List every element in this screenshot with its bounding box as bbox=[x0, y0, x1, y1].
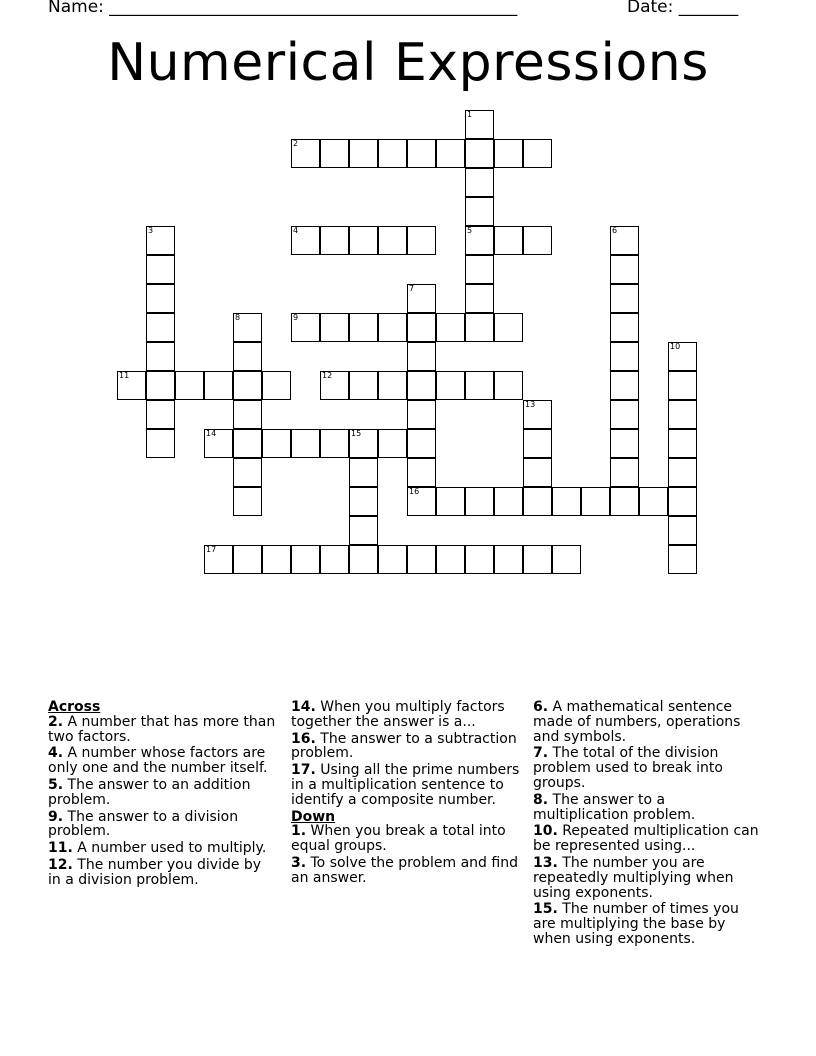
crossword-cell[interactable] bbox=[146, 255, 175, 284]
crossword-cell[interactable] bbox=[349, 139, 378, 168]
crossword-cell[interactable] bbox=[465, 226, 494, 255]
clue bbox=[533, 856, 763, 900]
clue-text: The answer to a multiplication problem. bbox=[533, 791, 696, 823]
crossword-cell[interactable] bbox=[233, 313, 262, 342]
clue-text: Repeated multiplication can be represented using... bbox=[533, 823, 759, 855]
crossword-cell[interactable] bbox=[465, 487, 494, 516]
page-title: Numerical Expressions bbox=[107, 33, 709, 93]
clue-text: The answer to an addition problem. bbox=[48, 776, 251, 808]
crossword-cell[interactable] bbox=[610, 255, 639, 284]
crossword-cell[interactable] bbox=[146, 429, 175, 458]
crossword-cell[interactable] bbox=[233, 429, 262, 458]
clue-number: 11 bbox=[119, 371, 130, 380]
crossword-cell[interactable] bbox=[320, 226, 349, 255]
clue-number-label: 12. bbox=[48, 856, 73, 873]
crossword-cell[interactable] bbox=[436, 313, 465, 342]
clue-text: The answer to a subtraction problem. bbox=[291, 730, 517, 762]
crossword-cell[interactable] bbox=[378, 371, 407, 400]
clue-number-label: 6. bbox=[533, 699, 549, 715]
clue-number: 8 bbox=[235, 313, 241, 322]
crossword-cell[interactable] bbox=[407, 545, 436, 574]
crossword-cell[interactable] bbox=[233, 400, 262, 429]
crossword-cell[interactable] bbox=[465, 313, 494, 342]
crossword-cell[interactable] bbox=[146, 226, 175, 255]
crossword-cell[interactable] bbox=[349, 458, 378, 487]
crossword-cell[interactable] bbox=[407, 139, 436, 168]
clue bbox=[533, 793, 763, 823]
crossword-cell[interactable] bbox=[552, 487, 581, 516]
crossword-cell[interactable] bbox=[436, 487, 465, 516]
crossword-cell[interactable] bbox=[291, 226, 320, 255]
crossword-cell[interactable] bbox=[291, 313, 320, 342]
clue-number: 14 bbox=[206, 429, 217, 438]
crossword-cell[interactable] bbox=[494, 313, 523, 342]
clue bbox=[533, 700, 763, 744]
clue bbox=[533, 746, 763, 790]
crossword-cell[interactable] bbox=[668, 487, 697, 516]
crossword-cell[interactable] bbox=[610, 313, 639, 342]
clue-number-label: 13. bbox=[533, 854, 558, 871]
clue bbox=[291, 700, 521, 730]
clue-text: When you multiply factors together the answer is a... bbox=[291, 699, 505, 730]
clue-text: The number you divide by in a division problem. bbox=[48, 856, 262, 888]
crossword-cell[interactable] bbox=[465, 371, 494, 400]
crossword-cell[interactable] bbox=[233, 371, 262, 400]
clue-text: The number you are repeatedly multiplying when using exponents. bbox=[533, 854, 734, 901]
clue bbox=[533, 902, 763, 946]
crossword-cell[interactable] bbox=[407, 371, 436, 400]
crossword-cell[interactable] bbox=[407, 313, 436, 342]
crossword-cell[interactable] bbox=[668, 371, 697, 400]
clues-column-2 bbox=[291, 700, 521, 888]
crossword-cell[interactable] bbox=[552, 545, 581, 574]
crossword-cell[interactable] bbox=[204, 371, 233, 400]
crossword-cell[interactable] bbox=[436, 139, 465, 168]
crossword-cell[interactable] bbox=[320, 429, 349, 458]
crossword-cell[interactable] bbox=[407, 429, 436, 458]
down-heading: Down bbox=[291, 808, 336, 825]
crossword-cell[interactable] bbox=[291, 545, 320, 574]
crossword-cell[interactable] bbox=[175, 371, 204, 400]
crossword-cell[interactable] bbox=[465, 255, 494, 284]
clue-number: 17 bbox=[206, 545, 217, 554]
clue-text: A mathematical sentence made of numbers, operations and symbols. bbox=[533, 699, 741, 745]
clue bbox=[291, 732, 521, 762]
crossword-cell[interactable] bbox=[233, 458, 262, 487]
crossword-cell[interactable] bbox=[639, 487, 668, 516]
clue-number: 4 bbox=[293, 226, 299, 235]
clue-number: 9 bbox=[293, 313, 299, 322]
crossword-cell[interactable] bbox=[146, 313, 175, 342]
crossword-cell[interactable] bbox=[349, 371, 378, 400]
clue-text: The answer to a division problem. bbox=[48, 808, 239, 840]
crossword-cell[interactable] bbox=[146, 371, 175, 400]
crossword-cell[interactable] bbox=[407, 487, 436, 516]
crossword-cell[interactable] bbox=[581, 487, 610, 516]
crossword-cell[interactable] bbox=[349, 487, 378, 516]
crossword-cell[interactable] bbox=[494, 226, 523, 255]
clue-number-label: 7. bbox=[533, 745, 549, 762]
clue bbox=[48, 746, 278, 776]
crossword-cell[interactable] bbox=[349, 313, 378, 342]
name-field[interactable]: Name: ________________________________________________ bbox=[48, 0, 518, 17]
clue-number: 5 bbox=[467, 226, 473, 235]
clue bbox=[48, 810, 278, 840]
clue bbox=[291, 763, 521, 807]
clue bbox=[48, 715, 278, 745]
clue-text: The number of times you are multiplying the base by when using exponents. bbox=[533, 901, 739, 947]
crossword-cell[interactable] bbox=[668, 516, 697, 545]
crossword-cell[interactable] bbox=[465, 545, 494, 574]
clue-number-label: 4. bbox=[48, 745, 64, 762]
crossword-cell[interactable] bbox=[204, 429, 233, 458]
crossword-cell[interactable] bbox=[494, 545, 523, 574]
clue-number-label: 3. bbox=[291, 854, 307, 871]
crossword-cell[interactable] bbox=[233, 545, 262, 574]
crossword-cell[interactable] bbox=[378, 429, 407, 458]
crossword-cell[interactable] bbox=[262, 371, 291, 400]
clue-number-label: 11. bbox=[48, 840, 73, 857]
clues-column-1 bbox=[48, 700, 278, 890]
clue-number-label: 2. bbox=[48, 713, 64, 730]
clue-text: When you break a total into equal groups. bbox=[291, 823, 506, 855]
crossword-cell[interactable] bbox=[523, 545, 552, 574]
crossword-cell[interactable] bbox=[378, 313, 407, 342]
clue-text: A number whose factors are only one and the number itself. bbox=[48, 745, 268, 777]
crossword-cell[interactable] bbox=[610, 458, 639, 487]
crossword-cell[interactable] bbox=[262, 545, 291, 574]
crossword-cell[interactable] bbox=[523, 487, 552, 516]
crossword-cell[interactable] bbox=[494, 139, 523, 168]
crossword-cell[interactable] bbox=[436, 545, 465, 574]
clue-number: 1 bbox=[467, 110, 473, 119]
clue-number-label: 5. bbox=[48, 776, 64, 793]
crossword-cell[interactable] bbox=[668, 342, 697, 371]
clue bbox=[533, 824, 763, 854]
crossword-cell[interactable] bbox=[320, 371, 349, 400]
crossword-cell[interactable] bbox=[233, 487, 262, 516]
crossword-cell[interactable] bbox=[378, 226, 407, 255]
crossword-cell[interactable] bbox=[523, 458, 552, 487]
crossword-cell[interactable] bbox=[291, 139, 320, 168]
crossword-cell[interactable] bbox=[291, 429, 320, 458]
crossword-cell[interactable] bbox=[407, 342, 436, 371]
clue-number: 12 bbox=[322, 371, 333, 380]
crossword-cell[interactable] bbox=[233, 342, 262, 371]
clue-text: To solve the problem and find an answer. bbox=[291, 854, 518, 886]
clue-number: 6 bbox=[612, 226, 618, 235]
crossword-cell[interactable] bbox=[494, 487, 523, 516]
clue-number: 2 bbox=[293, 139, 299, 148]
crossword-cell[interactable] bbox=[610, 487, 639, 516]
crossword-cell[interactable] bbox=[407, 458, 436, 487]
clue-number-label: 8. bbox=[533, 791, 549, 808]
clue-number-label: 14. bbox=[291, 699, 316, 715]
crossword-cell[interactable] bbox=[668, 545, 697, 574]
crossword-cell[interactable] bbox=[146, 400, 175, 429]
crossword-cell[interactable] bbox=[668, 400, 697, 429]
crossword-cell[interactable] bbox=[320, 313, 349, 342]
crossword-cell[interactable] bbox=[668, 429, 697, 458]
crossword-cell[interactable] bbox=[610, 342, 639, 371]
crossword-cell[interactable] bbox=[407, 226, 436, 255]
clue-number: 3 bbox=[148, 226, 154, 235]
crossword-cell[interactable] bbox=[523, 139, 552, 168]
crossword-cell[interactable] bbox=[320, 545, 349, 574]
crossword-cell[interactable] bbox=[262, 429, 291, 458]
crossword-cell[interactable] bbox=[610, 371, 639, 400]
crossword-cell[interactable] bbox=[378, 545, 407, 574]
crossword-cell[interactable] bbox=[610, 429, 639, 458]
clue-number: 13 bbox=[525, 400, 536, 409]
crossword-cell[interactable] bbox=[436, 371, 465, 400]
crossword-cell[interactable] bbox=[668, 458, 697, 487]
clue-number-label: 16. bbox=[291, 730, 316, 747]
crossword-cell[interactable] bbox=[523, 226, 552, 255]
date-field[interactable]: Date: _______ bbox=[627, 0, 739, 17]
crossword-cell[interactable] bbox=[465, 110, 494, 139]
crossword-cell[interactable] bbox=[523, 429, 552, 458]
crossword-cell[interactable] bbox=[320, 139, 349, 168]
clue-number: 10 bbox=[670, 342, 681, 351]
crossword-cell[interactable] bbox=[407, 400, 436, 429]
clue-text: The total of the division problem used to break into groups. bbox=[533, 745, 723, 791]
clue-number-label: 1. bbox=[291, 823, 307, 840]
crossword-cell[interactable] bbox=[146, 342, 175, 371]
crossword-cell[interactable] bbox=[610, 284, 639, 313]
crossword-cell[interactable] bbox=[117, 371, 146, 400]
clue-number: 7 bbox=[409, 284, 415, 293]
clues-column-3 bbox=[533, 700, 763, 949]
crossword-cell[interactable] bbox=[465, 197, 494, 226]
clue-number-label: 17. bbox=[291, 762, 316, 779]
crossword-cell[interactable] bbox=[494, 371, 523, 400]
crossword-cell[interactable] bbox=[204, 545, 233, 574]
crossword-cell[interactable] bbox=[349, 429, 378, 458]
crossword-cell[interactable] bbox=[465, 284, 494, 313]
crossword-cell[interactable] bbox=[465, 139, 494, 168]
crossword-cell[interactable] bbox=[465, 168, 494, 197]
crossword-cell[interactable] bbox=[407, 284, 436, 313]
clue-text: A number that has more than two factors. bbox=[48, 713, 276, 745]
clue bbox=[48, 841, 278, 856]
crossword-cell[interactable] bbox=[523, 400, 552, 429]
clue-number-label: 10. bbox=[533, 823, 558, 840]
clue-number-label: 9. bbox=[48, 808, 64, 825]
clue-text: Using all the prime numbers in a multiplication sentence to identify a composite number. bbox=[291, 762, 520, 808]
crossword-cell[interactable] bbox=[349, 516, 378, 545]
clue-number-label: 15. bbox=[533, 901, 558, 918]
clue bbox=[291, 856, 521, 886]
crossword-cell[interactable] bbox=[610, 226, 639, 255]
crossword-cell[interactable] bbox=[349, 226, 378, 255]
clue-number: 16 bbox=[409, 487, 420, 496]
clue bbox=[48, 858, 278, 888]
clue bbox=[48, 778, 278, 808]
crossword-cell[interactable] bbox=[378, 139, 407, 168]
crossword-cell[interactable] bbox=[610, 400, 639, 429]
clue-text: A number used to multiply. bbox=[72, 840, 267, 857]
across-heading: Across bbox=[48, 699, 101, 715]
clue-number: 15 bbox=[351, 429, 362, 438]
clue bbox=[291, 824, 521, 854]
crossword-cell[interactable] bbox=[349, 545, 378, 574]
crossword-cell[interactable] bbox=[146, 284, 175, 313]
